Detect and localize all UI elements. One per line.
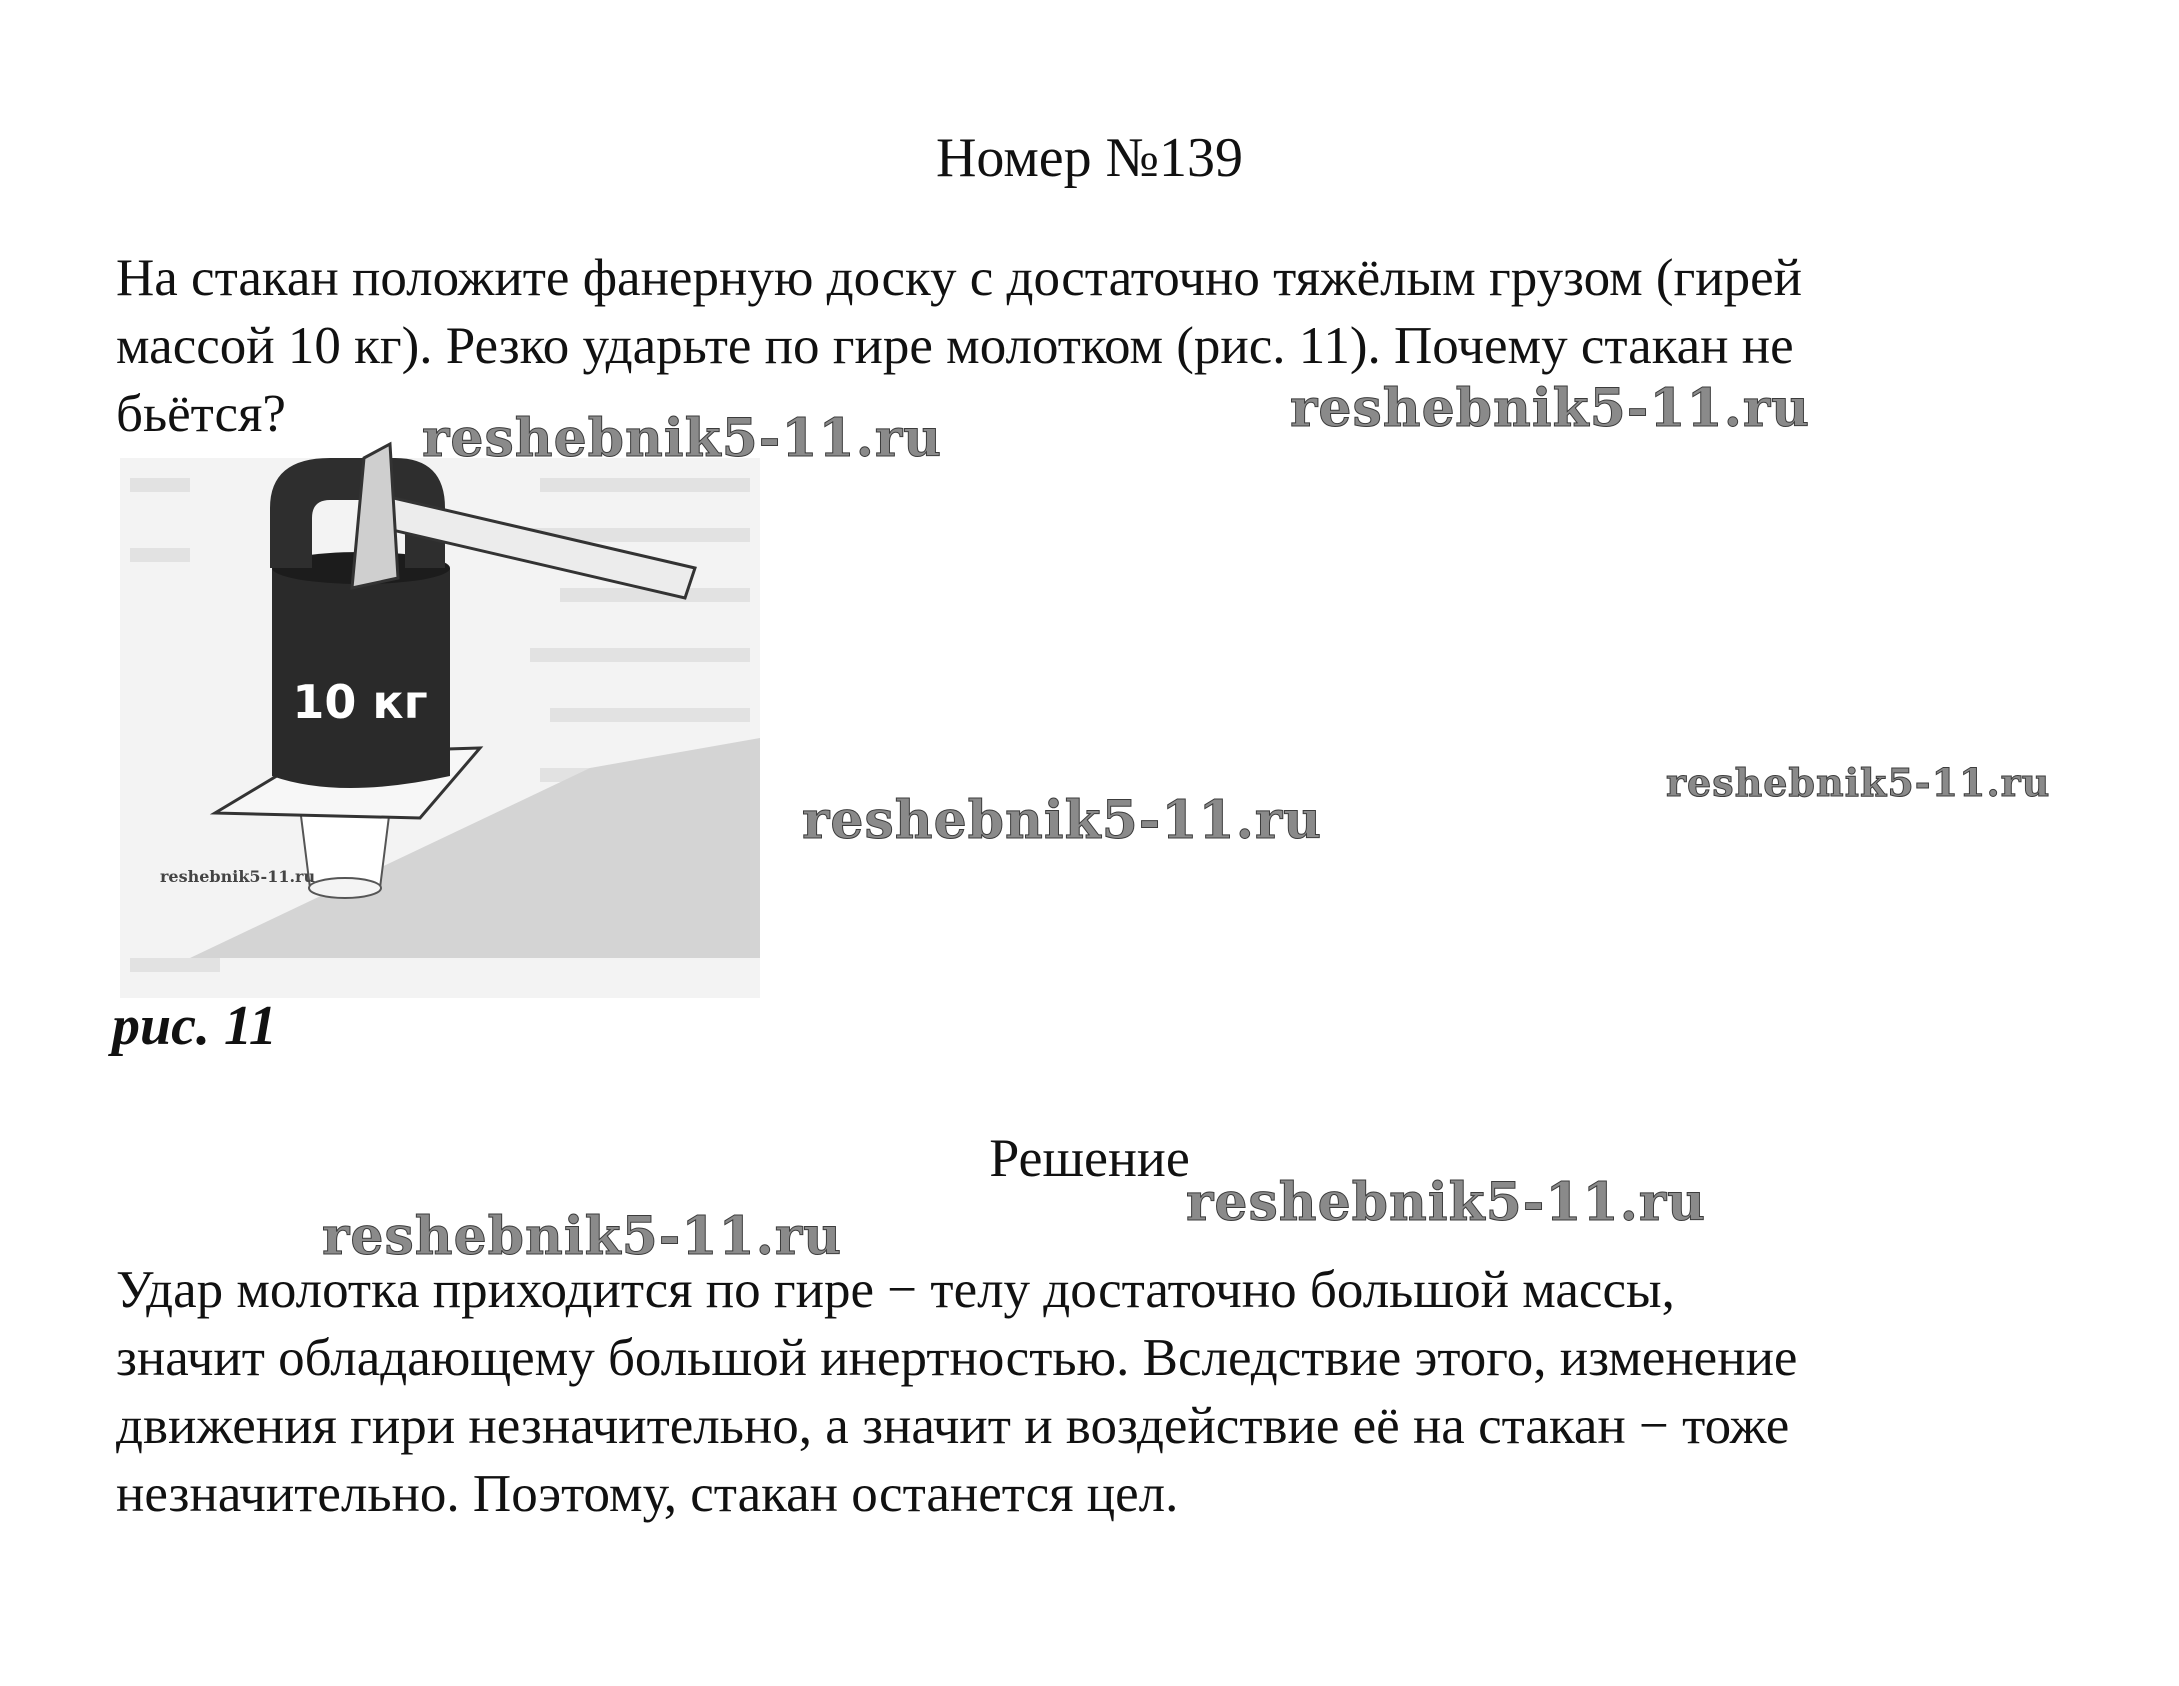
- watermark: reshebnik5-11.ru: [1290, 378, 1811, 439]
- glass-bottom: [309, 878, 381, 898]
- weight-label: 10 кг: [292, 675, 428, 729]
- problem-line: бьётся?: [116, 385, 286, 443]
- watermark: reshebnik5-11.ru: [1666, 760, 2051, 805]
- solution-line: Удар молотка приходится по гире − телу достаточно большой массы,: [116, 1261, 1675, 1319]
- figure-inner-watermark: reshebnik5-11.ru: [160, 867, 316, 886]
- solution-heading: Решение: [989, 1128, 1190, 1188]
- solution-text: [116, 1256, 2076, 1528]
- watermark: reshebnik5-11.ru: [802, 790, 1323, 851]
- watermark: reshebnik5-11.ru: [322, 1206, 843, 1267]
- solution-line: движения гири незначительно, а значит и воздействие её на стакан − тоже: [116, 1397, 1790, 1455]
- figure-caption: рис. 11: [112, 995, 277, 1057]
- watermark: reshebnik5-11.ru: [1186, 1172, 1707, 1233]
- figure-hammer-weight-glass: [120, 438, 760, 998]
- problem-line: На стакан положите фанерную доску с достаточно тяжёлым грузом (гирей: [116, 249, 1803, 307]
- watermark: reshebnik5-11.ru: [422, 408, 943, 469]
- solution-line: значит обладающему большой инертностью. Вследствие этого, изменение: [116, 1329, 1798, 1387]
- figure-illustration: [120, 438, 760, 998]
- page-title: Номер №139: [935, 127, 1244, 189]
- problem-line: массой 10 кг). Резко ударьте по гире молотком (рис. 11). Почему стакан не: [116, 317, 1794, 375]
- solution-line: незначительно. Поэтому, стакан останется цел.: [116, 1465, 1179, 1523]
